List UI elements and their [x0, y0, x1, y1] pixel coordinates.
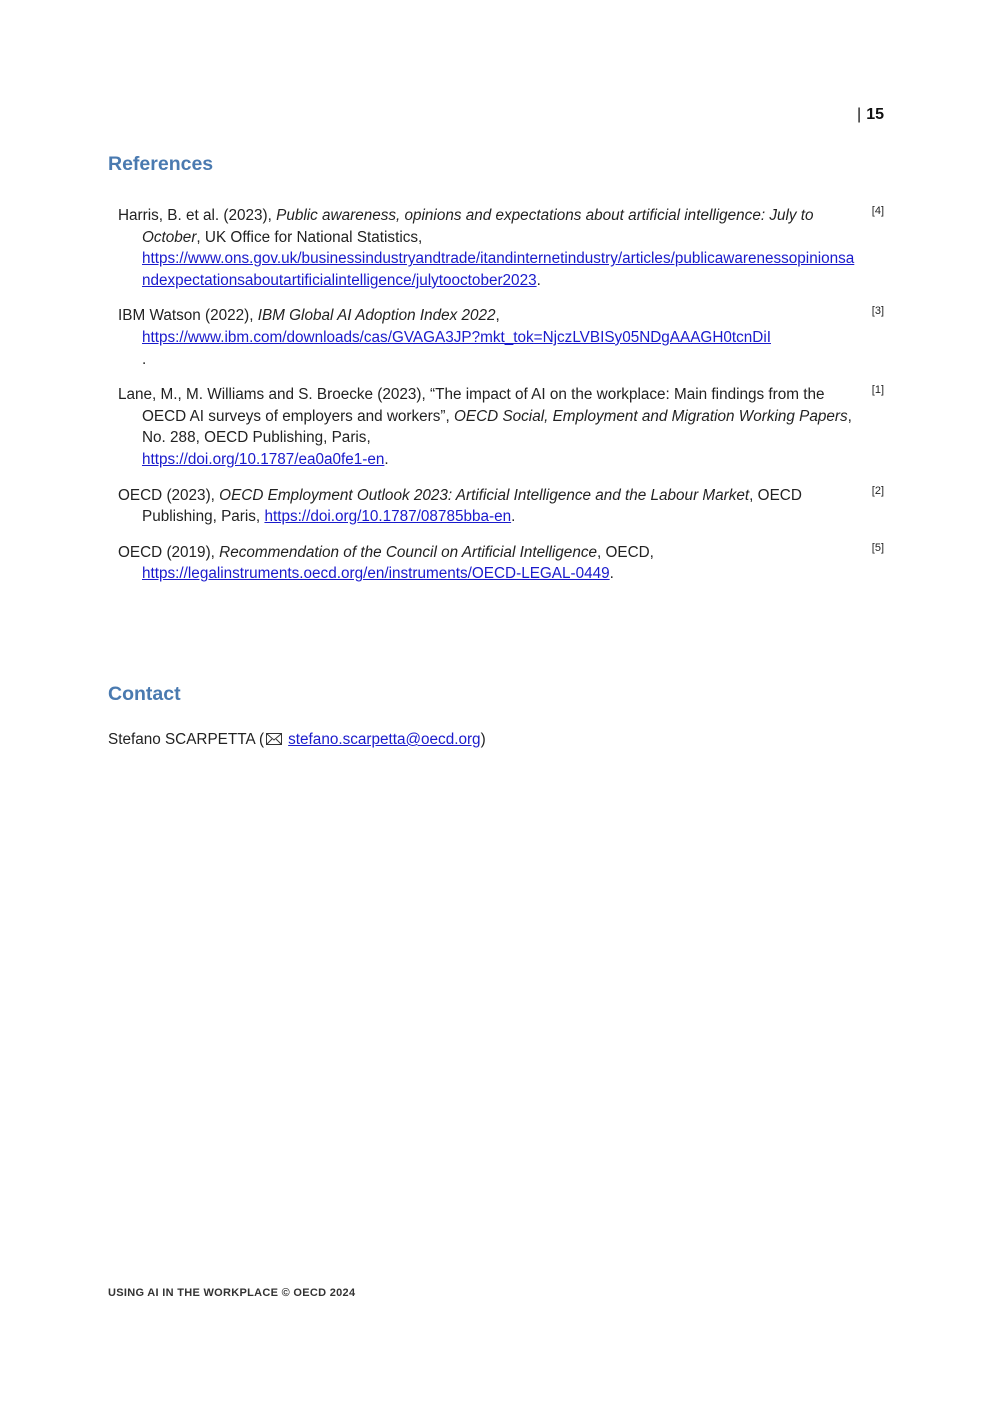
reference-number: [3] — [871, 305, 884, 318]
reference-number: [5] — [871, 541, 884, 554]
reference-item — [118, 205, 884, 291]
reference-item — [118, 542, 884, 585]
contact-close: ) — [480, 731, 486, 748]
reference-title: OECD Employment Outlook 2023: Artificial Intelligence and the Labour Market — [219, 486, 750, 504]
reference-tail: , OECD Publishing, Paris, — [142, 486, 802, 526]
reference-end: . — [384, 450, 389, 468]
page-number-value: 15 — [866, 106, 884, 123]
references-list — [118, 205, 884, 599]
reference-lead: OECD (2019), — [118, 543, 220, 561]
reference-title: OECD Social, Employment and Migration Working Papers — [454, 407, 848, 425]
reference-item — [118, 384, 884, 470]
reference-link[interactable]: https://doi.org/10.1787/08785bba-en — [264, 508, 512, 526]
contact-line — [108, 729, 486, 750]
reference-tail: , — [495, 307, 500, 325]
reference-title: IBM Global AI Adoption Index 2022 — [257, 307, 496, 325]
reference-text — [118, 205, 856, 291]
mail-icon — [266, 733, 282, 745]
reference-item — [118, 485, 884, 528]
reference-link[interactable]: https://www.ibm.com/downloads/cas/GVAGA3JP?mkt_tok=NjczLVBISy05NDgAAAGH0tcnDiI — [142, 328, 771, 346]
reference-text — [118, 384, 856, 470]
header-separator: | — [857, 106, 862, 123]
reference-link[interactable]: https://www.ons.gov.uk/businessindustryandtrade/itandinternetindustry/articles/publicawarenessopinionsandexpectationsaboutartificialintelligence/julytooctober2023 — [142, 250, 855, 289]
reference-number: [4] — [871, 205, 884, 217]
reference-end: . — [511, 508, 516, 526]
contact-heading: Contact — [108, 683, 181, 705]
reference-tail: , UK Office for National Statistics, — [196, 228, 423, 246]
reference-tail: , No. 288, OECD Publishing, Paris, — [142, 407, 852, 447]
reference-title: Recommendation of the Council on Artificial Intelligence — [219, 543, 597, 561]
reference-lead: Lane, M., M. Williams and S. Broecke (2023), “The impact of AI on the workplace: Main findings from the OECD AI surveys of employers and workers”, — [118, 386, 825, 425]
contact-email-link[interactable]: stefano.scarpetta@oecd.org — [288, 731, 481, 748]
reference-text — [118, 542, 856, 585]
page-footer: USING AI IN THE WORKPLACE © OECD 2024 — [108, 1287, 356, 1299]
page-number — [857, 106, 884, 124]
reference-end: . — [142, 350, 147, 368]
reference-link[interactable]: https://legalinstruments.oecd.org/en/instruments/OECD-LEGAL-0449 — [142, 565, 610, 583]
reference-text — [118, 305, 856, 370]
reference-lead: Harris, B. et al. (2023), — [118, 207, 277, 224]
reference-item — [118, 305, 884, 370]
reference-end: . — [536, 271, 541, 289]
contact-name: Stefano SCARPETTA ( — [108, 731, 265, 748]
reference-end: . — [609, 565, 614, 583]
references-heading: References — [108, 153, 214, 175]
reference-lead: IBM Watson (2022), — [118, 307, 258, 325]
reference-lead: OECD (2023), — [118, 486, 220, 504]
reference-tail: , OECD, — [596, 543, 654, 561]
reference-number: [2] — [871, 484, 884, 497]
reference-text — [118, 485, 856, 528]
reference-link[interactable]: https://doi.org/10.1787/ea0a0fe1-en — [142, 450, 385, 468]
reference-number: [1] — [871, 384, 884, 397]
reference-title: Public awareness, opinions and expectations about artificial intelligence: July to October — [142, 207, 814, 246]
